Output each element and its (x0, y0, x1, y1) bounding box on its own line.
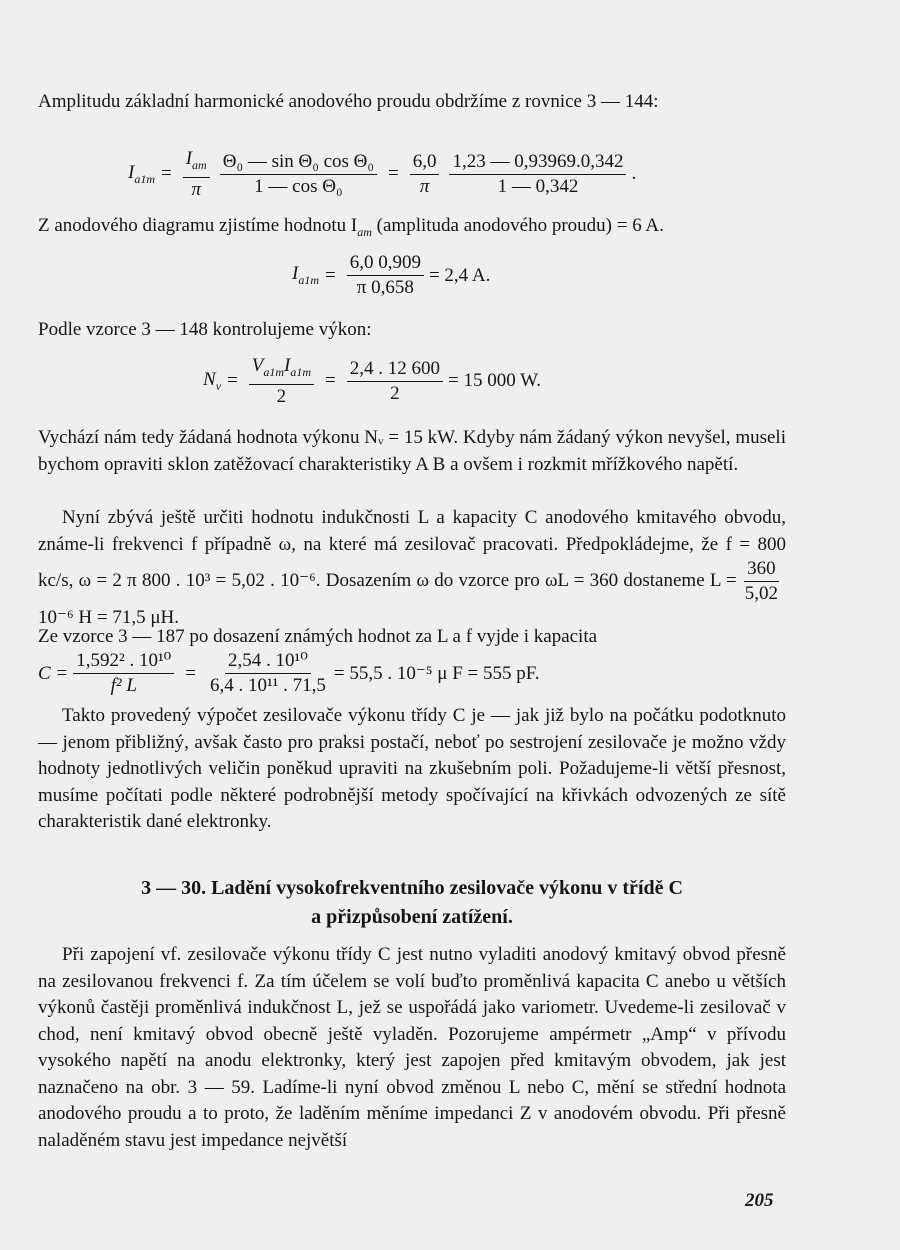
eq3-fraction-vi: $\frac{V_{a1m}I_{a1m}}{2}$ (249, 355, 314, 408)
eq1-fraction-6-pi: $\frac{6,0}{\pi}$ (410, 151, 440, 198)
paragraph-inductance-capacity: Nyní zbývá ještě určiti hodnotu indukčnosti L a kapacity C anodového kmitavého obvodu, známe-li frekvenci f případně ω, na které má zesilovač pracovati. Předpokládejme, že f = 800 kc/s, ω = 2 π 800 . 10³ = 5,02 . 10⁻⁶. Dosazením ω do vzorce pro ωL = 360 dostaneme L = $\frac{360}{5,02}$ 10⁻⁶ H = 71,5 μH. (38, 507, 786, 628)
eq2-fraction: $\frac{6,0 0,909}{\pi 0,658}$ (347, 252, 424, 299)
section-heading-line-2: a přizpůsobení zatížení. (311, 906, 513, 928)
eq4-fraction-numeric: $\frac{\text{2,54 . 10¹⁰}}{\text{6,4 . 10¹¹ . 71,5}}$ (209, 650, 326, 696)
paragraph-approximate-calculation: Takto provedený výpočet zesilovače výkonu třídy C je — jak již bylo na počátku podotknuto — jenom přibližný, avšak často pro praksi postačí, neboť po sestrojení zesilovače je možno vždy hodnoty jednotlivých veličin poněkud upraviti na zkušebním poli. Požadujeme-li větší přesnost, musíme počítati podle některé podrobnější metody spočívající na křivkách odvozených ze sítě charakteristik dané elektronky. (38, 705, 786, 832)
eq1-fraction-numeric: $\frac{1,23 — 0,93969.0,342}{1 — 0,342}$ (449, 151, 626, 198)
eq4-fraction-symbolic: $\frac{\text{1,592² . 10¹⁰}}{\text{f² L}}$ (73, 650, 174, 697)
page-number: 205 (745, 1190, 774, 1211)
equation-ia1m-amplitude: $I_{a1m}$ = $\frac{I_{am}}{\pi}$ $\frac{\text{Θ₀ — sin Θ₀ cos Θ₀}}{\text{1 — cos Θ₀}}$ = $\frac{6,0}{\pi}$ $\frac{1,23 — 0,93969.0,342}{1 — 0,342}$ . (128, 148, 637, 200)
section-heading-line-1: 3 — 30. Ladění vysokofrekventního zesilovače výkonu v třídě C (141, 877, 683, 899)
paragraph-anode-diagram: Z anodového diagramu zjistíme hodnotu $I_{am}$ (amplituda anodového proudu) = 6 A. (38, 215, 664, 239)
fraction-360-over-502: $\frac{360}{5,02}$ (744, 558, 778, 604)
paragraph-power-check: Podle vzorce 3 — 148 kontrolujeme výkon: (38, 319, 372, 340)
eq1-fraction-theta: $\frac{\text{Θ₀ — sin Θ₀ cos Θ₀}}{\text{1 — cos Θ₀}}$ (220, 151, 377, 198)
eq1-lhs: $I_{a1m}$ (128, 162, 155, 186)
paragraph-tuning-description: Při zapojení vf. zesilovače výkonu třídy C jest nutno vyladiti anodový kmitavý obvod přesně na zesilovanou frekvenci f. Za tím účelem se volí buďto proměnlivá kapacita C anebo u větších výkonů častěji proměnlivá indukčnost L, jež se uspořádá jako variometr. Uvedeme-li zesilovač v chod, není kmitavý obvod obecně ještě vyladěn. Pozorujeme ampérmetr „Amp“ v přívodu vysokého napětí na anodu elektronky, který jest zapojen před kmitavým obvodem, jak jest naznačeno na obr. 3 — 59. Ladíme-li nyní obvod změnou L nebo C, mění se střední hodnota anodového proudu a to proto, že laděním měníme impedanci Z v anodovém obvodu. Při přesně naladěném stavu jest impedance největší (38, 944, 786, 1151)
paragraph-amplitude-intro: Amplitudu základní harmonické anodového proudu obdržíme z rovnice 3 — 144: (38, 91, 659, 112)
eq3-fraction-numeric: $\frac{2,4 . 12 600}{2}$ (347, 358, 443, 405)
equation-power-nv: $N_v$ = $\frac{V_{a1m}I_{a1m}}{2}$ = $\frac{2,4 . 12 600}{2}$ = 15 000 W. (203, 355, 542, 407)
equation-ia1m-result: $I_{a1m}$ = $\frac{6,0 0,909}{\pi 0,658}$ = 2,4 A. (292, 252, 491, 298)
equation-capacity-c: C = $\frac{\text{1,592² . 10¹⁰}}{\text{f² L}}$ = $\frac{\text{2,54 . 10¹⁰}}{\text{6,4 . 10¹¹ . 71,5}}$ = 55,5 . 10⁻⁵ μ F = 555 pF. (38, 650, 540, 696)
paragraph-capacity-formula: Ze vzorce 3 — 187 po dosazení známých hodnot za L a f vyjde i kapacita (38, 626, 598, 647)
eq1-fraction-iam-pi: $\frac{I_{am}}{\pi}$ (183, 148, 210, 201)
section-heading (38, 874, 786, 932)
paragraph-power-result: Vychází nám tedy žádaná hodnota výkonu Nᵥ = 15 kW. Kdyby nám žádaný výkon nevyšel, museli bychom opraviti sklon zatěžovací charakteristiky A B a ovšem i rozkmit mřížkového napětí. (38, 427, 786, 475)
